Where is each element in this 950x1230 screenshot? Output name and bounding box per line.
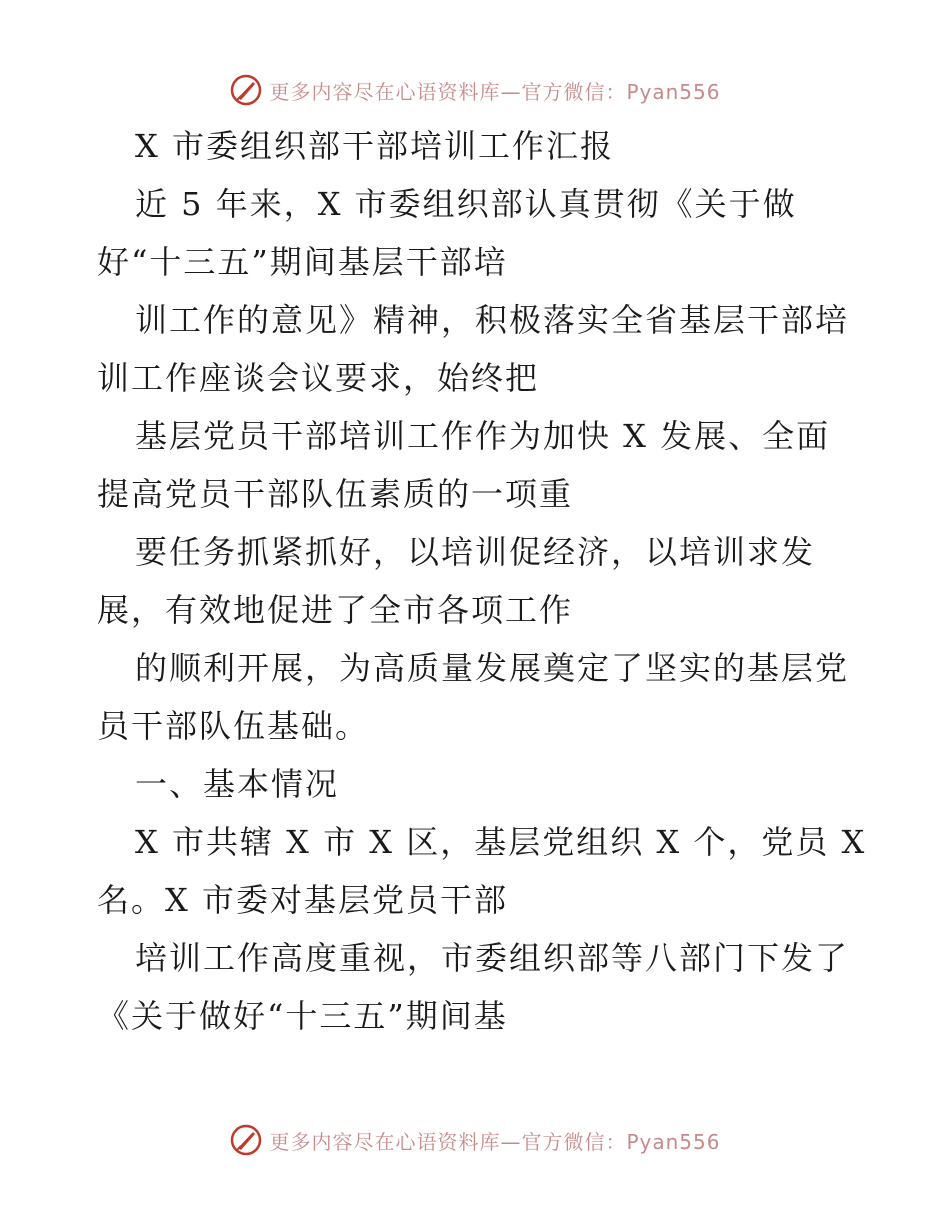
feather-pen-logo-icon [229, 1123, 263, 1157]
section-heading: 一、基本情况 [135, 765, 340, 803]
paragraph-line: 名。X 市委对基层党员干部 [97, 881, 508, 919]
paragraph-line: 要任务抓紧抓好，以培训促经济，以培训求发 [135, 533, 816, 571]
paragraph-line: 基层党员干部培训工作作为加快 X 发展、全面 [135, 417, 831, 455]
paragraph-line: 员干部队伍基础。 [97, 707, 370, 745]
watermark-text: 更多内容尽在心语资料库—官方微信：Pyan556 [269, 1129, 721, 1154]
paragraph-line: 培训工作高度重视，市委组织部等八部门下发了 [135, 939, 850, 977]
footer-watermark [0, 1120, 950, 1160]
paragraph-line: 好“十三五”期间基层干部培 [97, 243, 508, 281]
paragraph-line: 训工作的意见》精神，积极落实全省基层干部培 [135, 301, 850, 339]
header-watermark [0, 70, 950, 110]
paragraph-line: 训工作座谈会议要求，始终把 [97, 359, 540, 397]
document-title: X 市委组织部干部培训工作汇报 [135, 127, 614, 165]
paragraph-line: 展，有效地促进了全市各项工作 [97, 591, 574, 629]
paragraph-line: 近 5 年来，X 市委组织部认真贯彻《关于做 [135, 185, 797, 223]
watermark-text: 更多内容尽在心语资料库—官方微信：Pyan556 [269, 79, 721, 104]
feather-pen-logo-icon [229, 73, 263, 107]
paragraph-line: X 市共辖 X 市 X 区，基层党组织 X 个，党员 X [135, 823, 867, 861]
paragraph-line: 的顺利开展，为高质量发展奠定了坚实的基层党 [135, 649, 850, 687]
paragraph-line: 提高党员干部队伍素质的一项重 [97, 475, 574, 513]
paragraph-line: 《关于做好“十三五”期间基 [97, 997, 508, 1035]
